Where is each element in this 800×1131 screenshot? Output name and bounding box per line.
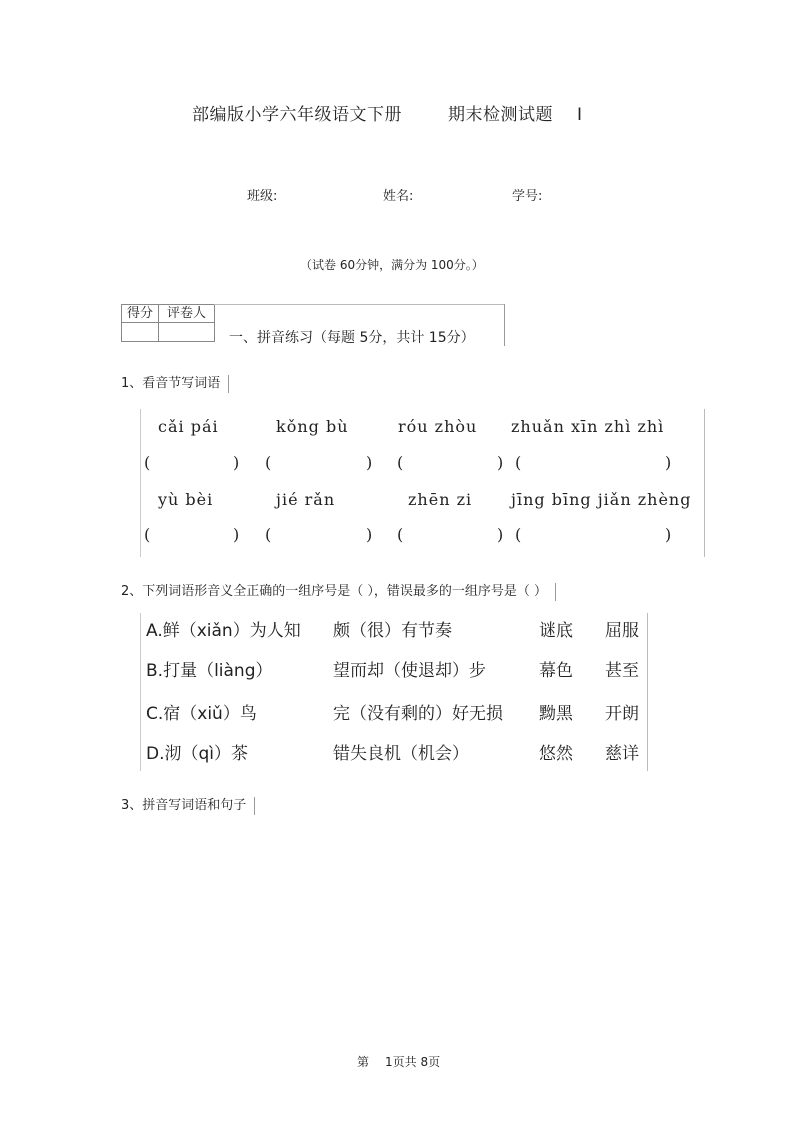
pinyin-exercise-image (140, 409, 705, 557)
answer-bracket-close: ) (366, 525, 373, 544)
option-b-word4: 甚至 (605, 661, 639, 681)
question-1-divider (228, 375, 229, 393)
answer-bracket-open: ( (397, 525, 404, 544)
option-c-word3: 黝黑 (539, 704, 573, 724)
score-box (121, 304, 215, 342)
title-sub: 期末检测试题 (448, 105, 553, 125)
title-main: 部编版小学六年级语文下册 (192, 105, 402, 125)
id-field-label: 学号: (512, 189, 543, 204)
option-d-word2: 错失良机（机会） (333, 744, 469, 764)
score-box-column-divider (158, 322, 159, 341)
options-image (140, 613, 648, 771)
question-3-label: 3、拼音写词语和句子 (121, 798, 247, 813)
answer-bracket-open: ( (144, 453, 151, 472)
option-d-word1: D.沏（qì）茶 (146, 744, 249, 764)
answer-bracket-open: ( (265, 453, 272, 472)
answer-bracket-open: ( (265, 525, 272, 544)
section-title: 一、拼音练习（每题 5分，共计 15分） (229, 330, 475, 346)
answer-bracket-open: ( (144, 525, 151, 544)
option-d-word3: 悠然 (539, 744, 573, 764)
score-box-divider (122, 322, 214, 323)
option-c-word4: 开朗 (605, 704, 639, 724)
pinyin-item: kǒng bù (276, 417, 349, 436)
exam-note: （试卷 60分钟，满分为 100分。） (300, 258, 484, 272)
answer-bracket-open: ( (397, 453, 404, 472)
pinyin-item: cǎi pái (158, 417, 219, 436)
question-2-divider (555, 583, 556, 601)
page-title (192, 100, 583, 125)
option-b-word2: 望而却（使退却）步 (333, 661, 486, 681)
pinyin-item: zhēn zi (408, 490, 473, 509)
option-b-word1: B.打量（liàng） (146, 661, 273, 681)
question-1 (121, 372, 229, 393)
option-a-word4: 屈服 (605, 621, 639, 641)
option-d-word4: 慈详 (605, 744, 639, 764)
option-c-word2: 完（没有剩的）好无损 (333, 704, 503, 724)
answer-bracket-close: ) (233, 525, 240, 544)
option-c-word1: C.宿（xiǔ）鸟 (146, 704, 257, 724)
answer-bracket-close: ) (497, 453, 504, 472)
class-field-label: 班级: (247, 189, 278, 204)
answer-bracket-close: ) (665, 525, 672, 544)
pinyin-item: jīng bīng jiǎn zhèng (511, 490, 692, 509)
option-b-word3: 幕色 (539, 661, 573, 681)
title-volume: I (577, 105, 583, 125)
question-2 (121, 580, 556, 601)
option-a-word3: 谜底 (539, 621, 573, 641)
footer-page-count: 1页共 8页 (385, 1055, 441, 1069)
question-2-label: 2、下列词语形音义全正确的一组序号是（ ），错误最多的一组序号是（ ） (121, 584, 548, 599)
pinyin-item: jié rǎn (276, 490, 336, 509)
name-field-label: 姓名: (383, 189, 414, 204)
answer-bracket-close: ) (366, 453, 373, 472)
option-a-word2: 颇（很）有节奏 (333, 621, 452, 641)
answer-bracket-open: ( (515, 453, 522, 472)
page-footer (357, 1053, 440, 1070)
answer-bracket-close: ) (233, 453, 240, 472)
question-3 (121, 794, 255, 815)
question-3-divider (254, 797, 255, 815)
score-header: 得分 (122, 305, 159, 322)
answer-bracket-close: ) (665, 453, 672, 472)
answer-bracket-close: ) (497, 525, 504, 544)
grader-header: 评卷人 (166, 306, 206, 321)
footer-prefix: 第 (357, 1055, 370, 1069)
pinyin-item: róu zhòu (398, 417, 478, 436)
option-a-word1: A.鲜（xiǎn）为人知 (146, 621, 301, 641)
pinyin-item: zhuǎn xīn zhì zhì (511, 417, 665, 436)
section-right-rule (504, 304, 505, 346)
section-top-rule (214, 304, 504, 305)
pinyin-item: yù bèi (158, 490, 214, 509)
question-1-label: 1、看音节写词语 (121, 376, 221, 391)
answer-bracket-open: ( (515, 525, 522, 544)
